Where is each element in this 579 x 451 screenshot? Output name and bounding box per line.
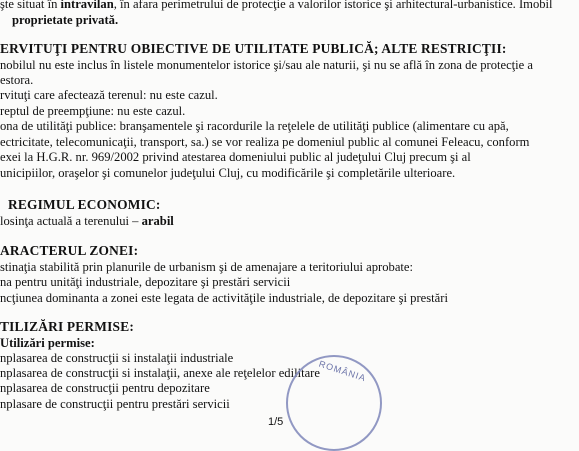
text-segment: losinţa actuală a terenului – bbox=[0, 214, 142, 228]
section-heading: TILIZĂRI PERMISE: bbox=[0, 319, 134, 334]
text-line: nplasarea de construcţii si instalaţii industriale bbox=[0, 351, 234, 365]
section-heading: ARACTERUL ZONEI: bbox=[0, 243, 139, 258]
page-number: 1/5 bbox=[268, 416, 284, 428]
text-line: stinaţia stabilită prin planurile de urbanism şi de amenajare a teritoriului aprobate: bbox=[0, 260, 414, 274]
text-segment: , în afara perimetrului de protecţie a valorilor istorice şi arhitectural-urbanistice. Imobil bbox=[113, 0, 553, 11]
text-line: reptul de preempţiune: nu este cazul. bbox=[0, 104, 186, 118]
text-line: proprietate privată. bbox=[12, 13, 119, 27]
text-line bbox=[0, 214, 174, 228]
text-line: ncţiunea dominanta a zonei este legata de activităţile industriale, de depozitare şi prestări bbox=[0, 291, 448, 305]
text-line: rvituţi care afectează terenul: nu este cazul. bbox=[0, 88, 218, 102]
text-line: ona de utilităţi publice: branşamentele şi racordurile la reţelele de utilităţi publice (alimentare cu apă, bbox=[0, 119, 509, 133]
subsection-heading: Utilizări permise: bbox=[0, 336, 95, 350]
text-segment-bold: arabil bbox=[141, 214, 174, 228]
text-line: na pentru unităţi industriale, depozitare şi prestări servicii bbox=[0, 275, 291, 289]
text-line: unicipiilor, oraşelor şi comunelor judeţului Cluj, cu modificările şi completările ulterioare. bbox=[0, 166, 456, 180]
section-heading: REGIMUL ECONOMIC: bbox=[8, 197, 161, 212]
text-line: nobilul nu este inclus în listele monumentelor istorice şi/sau ale naturii, şi nu se află în zona de protecţie a bbox=[0, 58, 533, 72]
stamp-text: ROMÂNIA bbox=[317, 358, 368, 384]
text-segment-bold: intravilan bbox=[60, 0, 114, 11]
text-line: ectricitate, telecomunicaţii, transport, sa.) se vor realiza pe domeniul public al comunei Feleacu, conform bbox=[0, 135, 530, 149]
text-line bbox=[0, 0, 553, 11]
text-line: nplasare de construcţii pentru prestări servicii bbox=[0, 397, 230, 411]
text-line: nplasarea de construcţii si instalaţii, anexe ale reţelelor edilitare bbox=[0, 366, 320, 380]
text-line: exei la H.G.R. nr. 969/2002 privind atestarea domeniului public al judeţului Cluj precum şi al bbox=[0, 150, 471, 164]
text-segment: şte situat în bbox=[0, 0, 61, 11]
text-line: estora. bbox=[0, 73, 34, 87]
section-heading: ERVITUŢI PENTRU OBIECTIVE DE UTILITATE PUBLICĂ; ALTE RESTRICŢII: bbox=[0, 41, 507, 56]
text-line: nplasarea de construcţii pentru depozitare bbox=[0, 381, 210, 395]
